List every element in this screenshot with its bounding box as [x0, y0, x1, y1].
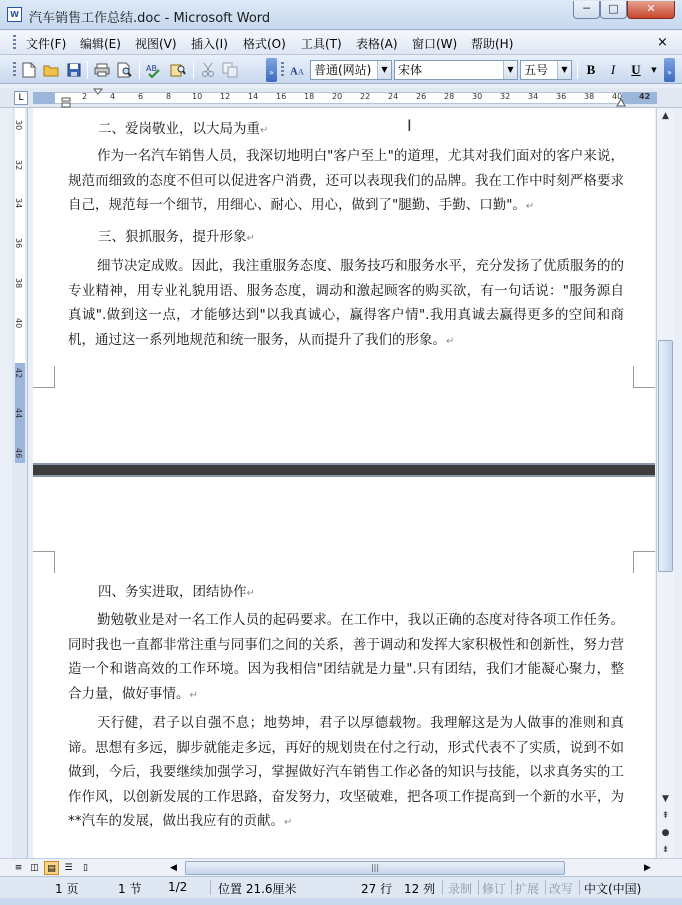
ruler-number: 14: [248, 92, 259, 101]
vruler-number: 42: [14, 368, 23, 379]
toolbar-options-chevron-icon[interactable]: »: [266, 58, 277, 82]
horizontal-scroll-row: [0, 858, 682, 876]
paragraph-5[interactable]: 天行健，君子以自强不息；地势坤，君子以厚德载物。我理解这是为人做事的准则和真谛。思想有多远，脚步就能走多远，再好的规划贵在付之行动，形式代表不了实质，说到不如做到，今后，我要继续加强学习，掌握做好汽车销售工作必备的知识与技能，以求真务实的工作作风，以创新发展的工作思路，奋发努力，攻坚破难，把各项工作提高到一个新的水平，为**汽车的发展，做出我应有的贡献。↵: [68, 715, 624, 829]
window-frame-bottom: [0, 898, 682, 905]
ruler-number: 36: [556, 92, 567, 101]
scroll-down-icon[interactable]: ▼: [662, 794, 669, 804]
tab-selector[interactable]: L: [14, 91, 28, 105]
status-line: 27 行: [361, 882, 393, 896]
paragraph-mark: ↵: [189, 689, 198, 701]
status-separator: [478, 880, 479, 895]
ruler-number: 2: [82, 92, 88, 101]
status-pages: 1/2: [168, 880, 188, 894]
vruler-number: 36: [14, 238, 23, 249]
copy-icon[interactable]: [222, 62, 238, 78]
font-dropdown[interactable]: [394, 60, 518, 80]
paragraph-mark: ↵: [260, 125, 269, 136]
menu-help[interactable]: 帮助(H): [471, 37, 514, 51]
vruler-number: 46: [14, 448, 23, 459]
vruler-number: 40: [14, 318, 23, 329]
indent-marker-icon[interactable]: [61, 88, 73, 108]
maximize-button[interactable]: □: [600, 1, 627, 19]
open-folder-icon[interactable]: [43, 62, 59, 78]
spelling-grammar-icon[interactable]: [146, 62, 162, 78]
ruler-number: 10: [192, 92, 203, 101]
vruler-number: 32: [14, 160, 23, 171]
menu-bar: [0, 31, 682, 55]
page-corner-mark: [633, 366, 655, 388]
toolbar-separator: [139, 61, 140, 79]
vruler-number: 30: [14, 120, 23, 131]
heading-3[interactable]: 三、狠抓服务，提升形象↵: [98, 229, 255, 245]
ruler-number: 18: [304, 92, 315, 101]
ruler-number: 24: [388, 92, 399, 101]
style-value: 普通(网站): [314, 63, 372, 77]
page-corner-mark: [33, 551, 55, 573]
chevron-down-icon[interactable]: ▼: [557, 61, 571, 79]
vruler-number: 38: [14, 278, 23, 289]
menu-insert[interactable]: 插入(I): [191, 37, 228, 51]
web-layout-view-icon[interactable]: ◫: [30, 863, 39, 873]
svg-text:A: A: [290, 66, 298, 78]
ruler-number: 26: [416, 92, 427, 101]
cut-icon[interactable]: [200, 62, 216, 78]
paragraph-3[interactable]: 细节决定成败。因此，我注重服务态度、服务技巧和服务水平，充分发扬了优质服务的的专业精神，用专业礼貌用语、服务态度，调动和激起顾客的购买欲，有一句话说："服务源自真诚".做到这一点，才能够达到"以我真诚心，赢得客户情".我用真诚去赢得更多的空间和商机，通过这一系列地规范和统一服务，从而提升了我们的形象。↵: [68, 258, 624, 348]
format-options-chevron-icon[interactable]: »: [664, 58, 675, 82]
ruler-number: 20: [332, 92, 343, 101]
toolbar-separator: [87, 61, 88, 79]
first-line-indent-icon[interactable]: [93, 88, 103, 96]
vertical-scroll-thumb[interactable]: [658, 340, 673, 572]
close-window-button[interactable]: ✕: [627, 1, 675, 19]
status-separator: [511, 880, 512, 895]
print-preview-icon[interactable]: [117, 62, 133, 78]
vertical-ruler[interactable]: [12, 108, 28, 858]
menu-file[interactable]: 文件(F): [26, 37, 67, 51]
word-app-icon[interactable]: W: [7, 7, 22, 22]
menu-grip[interactable]: [13, 35, 16, 51]
paragraph-mark: ↵: [284, 817, 293, 828]
status-separator: [545, 880, 546, 895]
status-overtype[interactable]: 改写: [549, 882, 574, 896]
status-section: 1 节: [118, 882, 142, 896]
paragraph-mark: ↵: [246, 233, 255, 244]
horizontal-ruler[interactable]: [0, 88, 682, 108]
select-browse-object-icon[interactable]: ●: [661, 828, 670, 838]
text-cursor-icon: Ι: [407, 116, 412, 135]
underline-options-chevron-down-icon[interactable]: ▼: [651, 66, 657, 74]
status-extend[interactable]: 扩展: [515, 882, 540, 896]
research-icon[interactable]: [170, 62, 186, 78]
status-position: 位置 21.6厘米: [218, 882, 297, 896]
outline-view-icon[interactable]: ☰: [64, 863, 73, 873]
reading-layout-view-icon[interactable]: ▯: [83, 863, 88, 873]
status-record[interactable]: 录制: [448, 882, 473, 896]
styles-formatting-icon[interactable]: [290, 62, 306, 78]
toolbar-grip[interactable]: [13, 62, 16, 78]
vruler-number: 44: [14, 408, 23, 419]
chevron-down-icon[interactable]: ▼: [503, 61, 517, 79]
ruler-number: 16: [276, 92, 287, 101]
normal-view-icon[interactable]: ≡: [14, 863, 23, 873]
save-icon[interactable]: [66, 62, 82, 78]
status-bar: [0, 876, 682, 898]
status-page: 1 页: [55, 882, 79, 896]
menu-edit[interactable]: 编辑(E): [80, 37, 121, 51]
underline-button[interactable]: U: [631, 62, 641, 77]
svg-text:AB: AB: [146, 64, 157, 73]
status-language[interactable]: 中文(中国): [584, 882, 642, 896]
next-page-icon[interactable]: ⇟: [661, 845, 670, 855]
bold-button[interactable]: B: [586, 62, 596, 77]
svg-text:A: A: [298, 67, 304, 77]
paragraph-mark: ↵: [246, 588, 255, 599]
print-layout-view-icon[interactable]: ▤: [44, 861, 59, 875]
ruler-number: 40: [612, 92, 623, 101]
status-separator: [579, 880, 580, 895]
close-document-button[interactable]: ×: [657, 35, 668, 50]
paragraph-4[interactable]: 勤勉敬业是对一名工作人员的起码要求。在工作中，我以正确的态度对待各项工作任务。同时我也一直都非常注重与同事们之间的关系，善于调动和发挥大家积极性和创新性，努力营造一个和谐高效的工作环境。因为我相信"团结就是力量".只有团结，我们才能凝心聚力，整合力量，做好事情。↵: [68, 612, 624, 702]
vruler-number: 34: [14, 198, 23, 209]
italic-button[interactable]: I: [610, 62, 616, 77]
toolbar: [0, 56, 682, 84]
font-value: 宋体: [398, 63, 423, 77]
style-dropdown[interactable]: [310, 60, 392, 80]
page-break: [33, 463, 655, 477]
ruler-number: 6: [138, 92, 144, 101]
ruler-number: 32: [500, 92, 511, 101]
ruler-number: 12: [220, 92, 231, 101]
font-size-value: 五号: [524, 63, 549, 77]
font-size-dropdown[interactable]: [520, 60, 572, 80]
scroll-left-icon[interactable]: ◀: [170, 863, 177, 873]
page-corner-mark: [633, 551, 655, 573]
ruler-number: 8: [166, 92, 172, 101]
window-title: 汽车销售工作总结.doc - Microsoft Word: [29, 11, 271, 26]
menu-view[interactable]: 视图(V): [135, 37, 177, 51]
ruler-left-margin: [33, 92, 55, 104]
ruler-number: 38: [584, 92, 595, 101]
heading-4[interactable]: 四、务实进取，团结协作↵: [98, 584, 255, 600]
paragraph-mark: ↵: [525, 201, 535, 212]
new-document-icon[interactable]: [21, 62, 37, 78]
scroll-up-icon[interactable]: ▲: [662, 111, 669, 121]
menu-table[interactable]: 表格(A): [356, 37, 398, 51]
ruler-number: 34: [528, 92, 539, 101]
previous-page-icon[interactable]: ⇞: [661, 811, 670, 821]
menu-window[interactable]: 窗口(W): [412, 37, 458, 51]
heading-2[interactable]: 二、爱岗敬业，以大局为重↵: [98, 121, 269, 137]
title-bar: [0, 0, 682, 30]
status-separator: [210, 880, 211, 895]
ruler-number: 42: [639, 92, 651, 101]
paragraph-mark: ↵: [446, 335, 455, 347]
horizontal-scroll-thumb[interactable]: |||: [185, 861, 565, 875]
status-column: 12 列: [404, 882, 436, 896]
ruler-number: 28: [444, 92, 455, 101]
ruler-number: 30: [472, 92, 483, 101]
chevron-down-icon[interactable]: ▼: [377, 61, 391, 79]
vertical-scrollbar[interactable]: [656, 108, 674, 858]
ruler-number: 4: [110, 92, 116, 101]
page-corner-mark: [33, 366, 55, 388]
minimize-button[interactable]: ─: [573, 1, 600, 19]
menu-format[interactable]: 格式(O): [243, 37, 286, 51]
print-icon[interactable]: [94, 62, 110, 78]
toolbar-separator: [577, 61, 578, 79]
status-track-changes[interactable]: 修订: [482, 882, 507, 896]
status-separator: [442, 880, 443, 895]
document-area[interactable]: [33, 108, 655, 858]
scroll-right-icon[interactable]: ▶: [644, 863, 651, 873]
paragraph-2[interactable]: 作为一名汽车销售人员，我深切地明白"客户至上"的道理，尤其对我们面对的客户来说，规范而细致的态度不但可以促进客户消费，还可以表现我们的品牌。我在工作中时刻严格要求自己，规范每一个细节，用细心、耐心、用心，做到了"腿勤、手勤、口勤"。↵: [68, 148, 624, 213]
format-toolbar-grip[interactable]: [281, 62, 284, 78]
toolbar-separator: [193, 61, 194, 79]
ruler-number: 22: [360, 92, 371, 101]
menu-tools[interactable]: 工具(T): [301, 37, 342, 51]
